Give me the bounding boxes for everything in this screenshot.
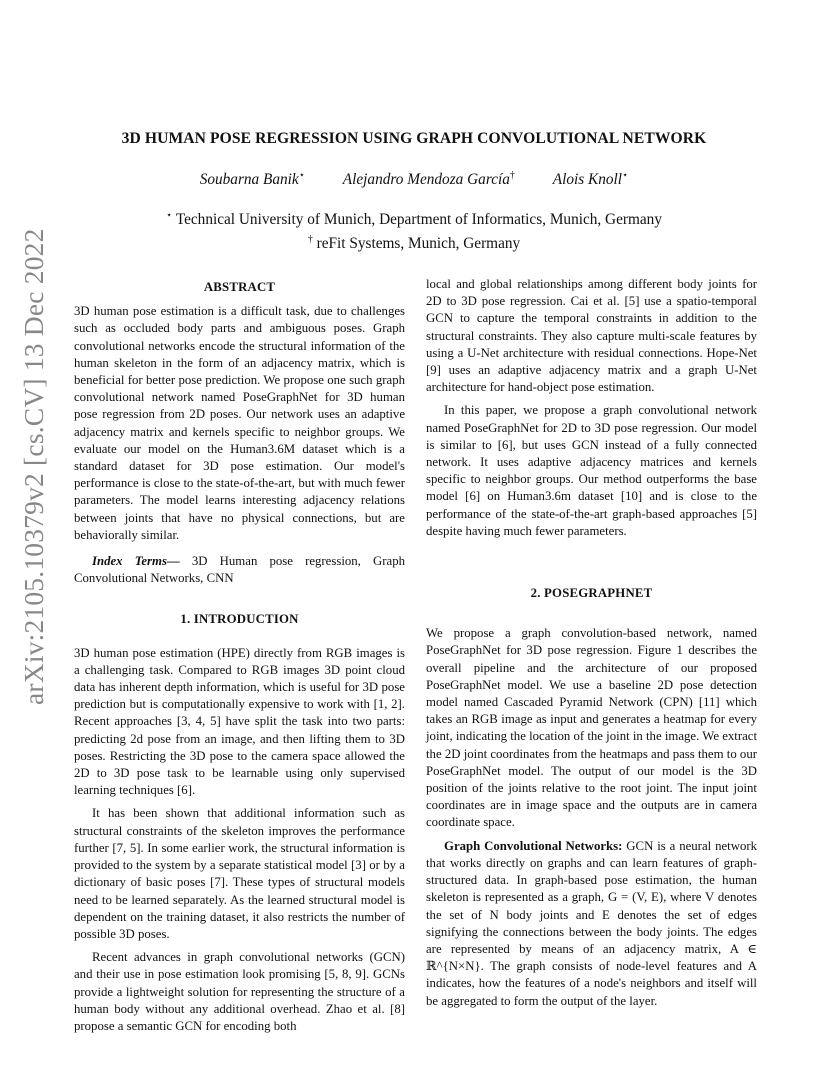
index-terms-label: Index Terms— xyxy=(92,554,180,569)
arxiv-stamp: arXiv:2105.10379v2 [cs.CV] 13 Dec 2022 xyxy=(18,228,49,705)
author-list xyxy=(0,170,828,189)
author: Alejandro Mendoza García† xyxy=(342,170,515,189)
right-column xyxy=(426,276,757,1010)
intro-paragraph: 3D human pose estimation (HPE) directly from RGB images is a challenging task. Compared to RGB images 3D point cloud data has inherent depth information, which is useful for 3D pose prediction but is computationally expensive to work with [1, 2]. Recent approaches [3, 4, 5] have split the task into two parts: predicting 2d pose from an image, and then lifting them to 3D poses. Restricting the 3D pose to the camera space allowed the 2D to 3D pose task to be learnable using only supervised learning techniques [6]. xyxy=(74,645,405,798)
intro-paragraph: Recent advances in graph convolutional networks (GCN) and their use in pose estimation look promising [5, 8, 9]. GCNs provide a lightweight solution for representing the structure of a human body without any additional overhead. Zhao et al. [8] propose a semantic GCN for encoding both xyxy=(74,950,405,1033)
affiliation: ⋆ Technical University of Munich, Department of Informatics, Munich, Germany xyxy=(166,210,662,229)
index-terms xyxy=(74,553,405,587)
index-terms-text: 3D Human pose regression, Graph Convolutional Networks, CNN xyxy=(74,554,405,586)
gcn-label: Graph Convolutional Networks: xyxy=(444,838,623,853)
intro-paragraph: local and global relationships among different body joints for 2D to 3D pose regression. Cai et al. [5] use a spatio-temporal GCN to capture the temporal constraints in addition to the structural constraints. They also capture multi-scale features by using a U-Net architecture with residual connections. Hope-Net [9] uses an adaptive adjacency matrix and a graph U-Net architecture for hand-object pose estimation. xyxy=(426,277,757,395)
author: Soubarna Banik⋆ xyxy=(199,170,305,189)
abstract-heading: ABSTRACT xyxy=(203,280,276,294)
left-column xyxy=(74,279,405,1035)
affiliations xyxy=(0,206,828,254)
affiliation: † reFit Systems, Munich, Germany xyxy=(307,234,521,253)
intro-paragraph: In this paper, we propose a graph convolutional network named PoseGraphNet for 2D to 3D pose regression. Our model is similar to [6], but uses GCN instead of a fully connected network. It uses adaptive adjacency matrices and kernels specific to neighbor groups. Our method outperforms the base model [6] on Human3.6m dataset [10] and is close to the performance of the state-of-the-art graph-based approaches [5] despite having much fewer parameters. xyxy=(426,403,757,538)
abstract-text: 3D human pose estimation is a difficult task, due to challenges such as occluded body parts and ambiguous poses. Graph convolutional networks encode the structural information of the human skeleton in the form of an adjacency matrix, which is beneficial for better pose prediction. We propose one such graph convolutional network named PoseGraphNet for 3D human pose regression from 2D poses. Our network uses an adaptive adjacency matrix and kernels specific to neighbor groups. We evaluate our model on the Human3.6M dataset which is a standard dataset for 3D pose estimation. Our model's performance is close to the state-of-the-art, but with much fewer parameters. The model learns interesting adjacency relations between joints that have no physical connections, but are behaviorally similar. xyxy=(74,304,405,542)
section2-heading: 2. POSEGRAPHNET xyxy=(530,586,653,601)
intro-heading: 1. INTRODUCTION xyxy=(180,612,299,627)
gcn-text: GCN is a neural network that works directly on graphs and can learn features of graph-structured data. In graph-based pose estimation, the human skeleton is represented as a graph, G = (V, E), where V denotes the set of N body joints and E denotes the set of edges signifying the connections between the body joints. The edges are represented by means of an adjacency matrix, A ∈ ℝ^{N×N}. The graph consists of node-level features and A indicates, how the features of a node's neighbors and itself will be aggregated to form the output of the layer. xyxy=(426,838,757,1008)
section2-paragraph xyxy=(426,838,757,1010)
author: Alois Knoll⋆ xyxy=(552,170,629,189)
paper-title: 3D HUMAN POSE REGRESSION USING GRAPH CONVOLUTIONAL NETWORK xyxy=(121,130,707,147)
intro-paragraph: It has been shown that additional information such as structural constraints of the skeleton improves the performance further [7, 5]. In some earlier work, the structural information is provided to the system by a separate statistical model [3] or by a dictionary of basic poses [7]. These types of structural models need to be learned separately. As the learned structural model is dependent on the training dataset, it also restricts the number of possible 3D poses. xyxy=(74,806,405,941)
section2-paragraph: We propose a graph convolution-based network, named PoseGraphNet for 3D pose regression. Figure 1 describes the overall pipeline and the architecture of our proposed PoseGraphNet model. We use a baseline 2D pose detection model named Cascaded Pyramid Network (CPN) [11] which takes an RGB image as input and generates a heatmap for every joint, indicating the location of the joint in the image. We extract the 2D joint coordinates from the heatmaps and pass them to our PoseGraphNet model. The output of our model is the 3D position of the joints relative to the root joint. The input joint coordinates are in image space and the outputs are in camera coordinate space. xyxy=(426,626,758,830)
